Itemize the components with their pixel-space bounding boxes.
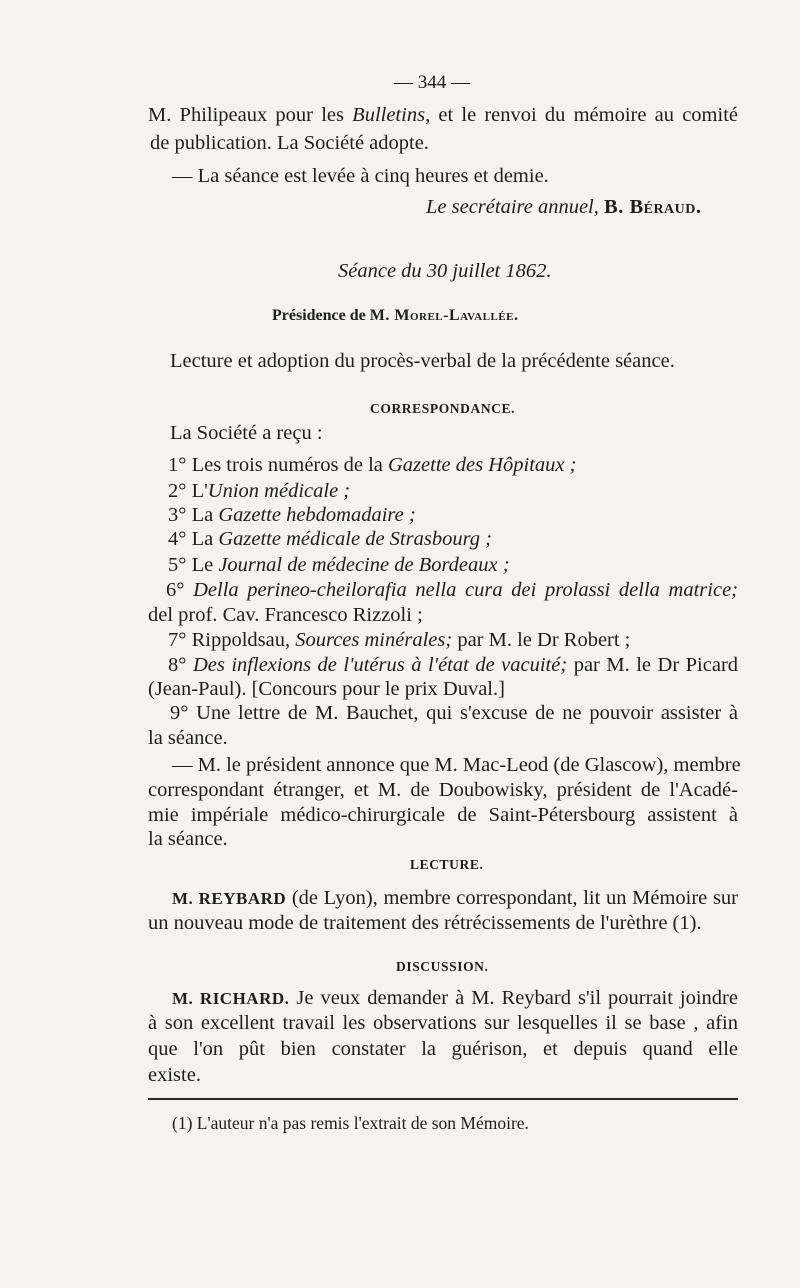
list-item-6-cont: del prof. Cav. Francesco Rizzoli ; — [148, 604, 423, 626]
lecture-line-1: M. REYBARD (de Lyon), membre correspondant, lit un Mémoire sur — [172, 887, 738, 909]
intro-line-2: de publication. La Société adopte. — [150, 132, 429, 154]
announce-line-3: mie impériale médico-chirurgicale de Saint-Pétersbourg assistent à — [148, 804, 738, 826]
list-item-4: 4° La Gazette médicale de Strasbourg ; — [168, 528, 492, 550]
list-item-9-cont: la séance. — [148, 727, 228, 749]
list-item-3: 3° La Gazette hebdomadaire ; — [168, 504, 416, 526]
correspondance-intro: La Société a reçu : — [170, 422, 323, 444]
list-item-9: 9° Une lettre de M. Bauchet, qui s'excuse de ne pouvoir assister à — [170, 702, 738, 724]
secretary-signature: Le secrétaire annuel, B. Béraud. — [426, 196, 702, 218]
list-item-7: 7° Rippoldsau, Sources minérales; par M. le Dr Robert ; — [168, 629, 631, 651]
discussion-line-4: existe. — [148, 1064, 201, 1086]
footnote-rule — [148, 1098, 738, 1100]
discussion-line-3: que l'on pût bien constater la guérison, et depuis quand elle — [148, 1038, 738, 1060]
list-item-1: 1° Les trois numéros de la Gazette des Hôpitaux ; — [168, 454, 577, 476]
discussion-line-2: à son excellent travail les observations sur lesquelles il se base , afin — [148, 1012, 738, 1034]
lecture-heading: LECTURE. — [410, 857, 484, 872]
session-title: Séance du 30 juillet 1862. — [338, 260, 552, 282]
discussion-line-1: M. RICHARD. Je veux demander à M. Reybard s'il pourrait joindre — [172, 987, 738, 1009]
intro-line-1: M. Philipeaux pour les Bulletins, et le renvoi du mémoire au comité — [148, 104, 738, 126]
page-number: — 344 — — [394, 72, 470, 93]
list-item-5: 5° Le Journal de médecine de Bordeaux ; — [168, 554, 510, 576]
announce-line-1: — M. le président annonce que M. Mac-Leod (de Glascow), membre — [172, 754, 741, 776]
list-item-2: 2° L'Union médicale ; — [168, 480, 351, 502]
list-item-8-cont: (Jean-Paul). [Concours pour le prix Duval.] — [148, 678, 505, 700]
correspondance-heading: CORRESPONDANCE. — [370, 401, 516, 416]
presidence-line: Présidence de M. Morel-Lavallée. — [272, 307, 519, 324]
intro-line-3: — La séance est levée à cinq heures et demie. — [172, 165, 549, 187]
announce-line-4: la séance. — [148, 828, 228, 850]
discussion-heading: DISCUSSION. — [396, 959, 489, 974]
list-item-8: 8° Des inflexions de l'utérus à l'état de vacuité; par M. le Dr Picard — [168, 654, 739, 676]
footnote: (1) L'auteur n'a pas remis l'extrait de son Mémoire. — [172, 1113, 529, 1133]
lecture-pv: Lecture et adoption du procès-verbal de la précédente séance. — [170, 350, 675, 372]
list-item-6: 6° Della perineo-cheilorafia nella cura dei prolassi della matrice; — [166, 579, 739, 601]
announce-line-2: correspondant étranger, et M. de Doubowisky, président de l'Acadé- — [148, 779, 738, 801]
lecture-line-2: un nouveau mode de traitement des rétrécissements de l'urèthre (1). — [148, 912, 702, 934]
